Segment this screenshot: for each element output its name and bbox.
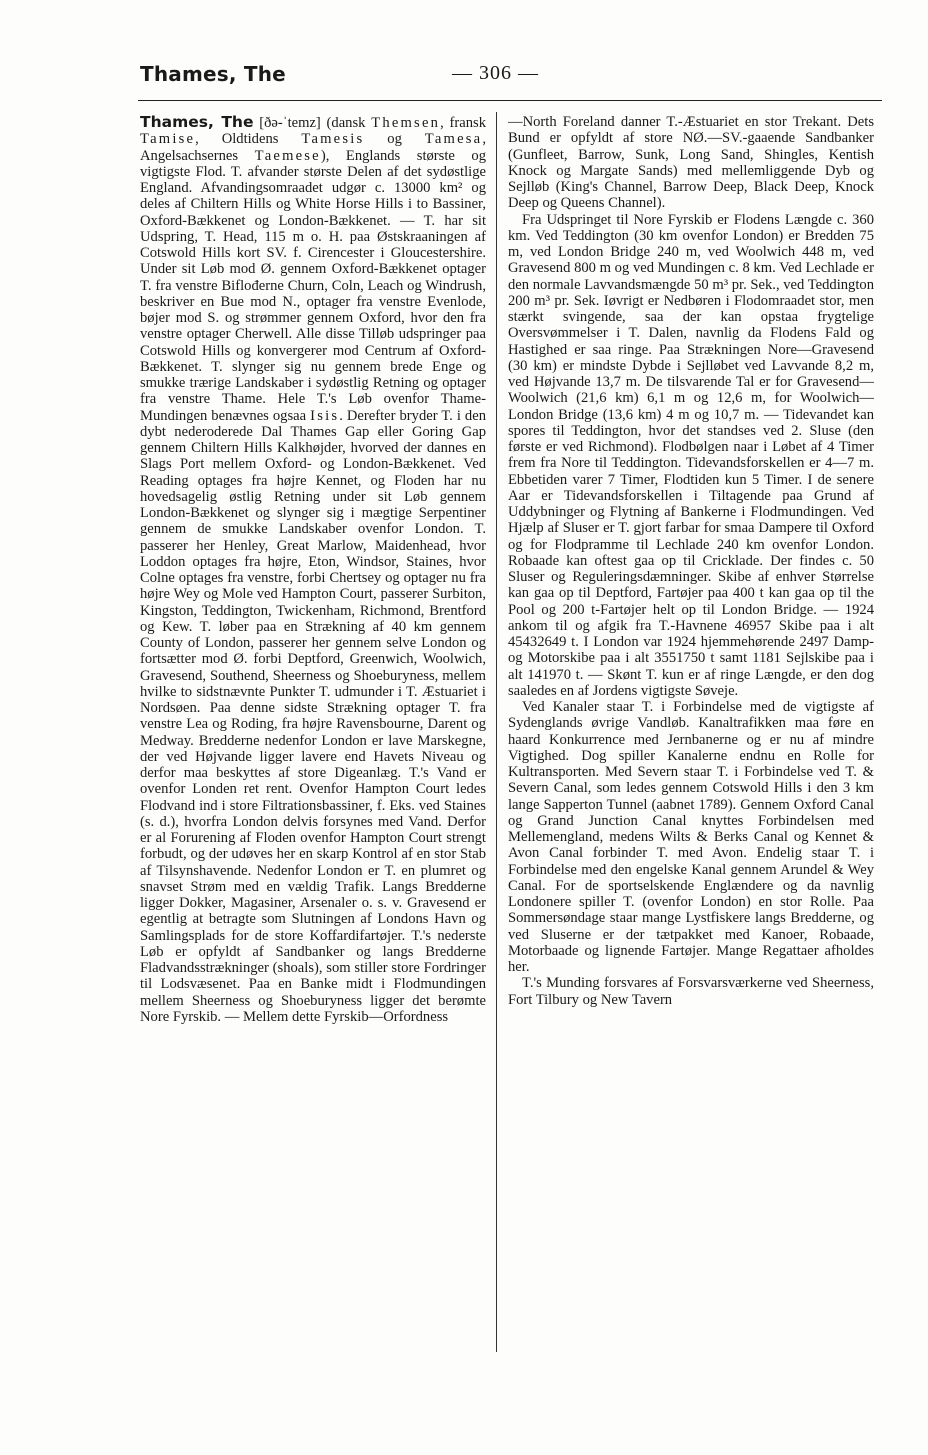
- name-variant: Tamesis: [301, 131, 365, 148]
- name-variant: Isis: [310, 407, 340, 424]
- name-variant: Taemese: [254, 147, 321, 164]
- name-variant: Tamesa: [424, 131, 483, 148]
- text-run: , fransk: [440, 115, 486, 131]
- entry-lemma: Thames, The: [140, 114, 254, 131]
- text-run: . Derefter bryder T. i den dybt nederoderede Dal Thames Gap eller Goring Gap gennem Chiltern Hills Kalkhøjder, hvorved der dannes en Slags Port mellem Oxford- og London-Bækkenet. Ved Reading optages fra højre Kennet, og Floden har nu hovedsagelig østlig Retning under sit Løb gennem London-Bækkenet og slynger sig i mægtige Serpentiner gennem de smukke Landskaber ovenfor London. T. passerer her Henley, Great Marlow, Maidenhead, hvor Loddon optages fra højre, Eton, Windsor, Staines, hvor Colne optages fra venstre, forbi Chertsey og optager nu fra højre Wey og Mole ved Hampton Court, passerer Surbiton, Kingston, Teddington, Twickenham, Richmond, Brentford og Kew. T. løber paa en Strækning af 40 km gennem County of London, passerer her gennem selve London og fortsætter mod Ø. forbi Deptford, Greenwich, Woolwich, Gravesend, Southend, Sheerness og Shoeburyness, mellem hvilke to sidstnævnte Punkter T. udmunder i T. Æstuariet i Nordsøen. Paa denne sidste Strækning optager T. fra venstre Lea og Roding, fra højre Ravensbourne, Darent og Medway. Bredderne nedenfor London er lave Marskegne, der ved Højvande ligger lavere end Havets Niveau og derfor maa beskyttes af store Digeanlæg. T.'s Vand er ovenfor Londen ret rent. Ovenfor Hampton Court ledes Flodvand ind i store Filtrationsbassiner, f. Eks. ved Staines (s. d.), hvorfra London delvis forsynes med Vand. Derfor er al Forurening af Floden ovenfor Hampton Court strengt forbudt, og der udøves her en skarp Kontrol af en stor Stab af Tilsynshavende. Nedenfor London er T. en plumret og snavset Strøm med en vældig Trafik. Langs Bredderne ligger Dokker, Magasiner, Arsenaler o. s. v. Gravesend er egentlig at betragte som Slutningen af Londons Havn og Samlingsplads for de store Koffardifartøjer. T.'s nederste Løb er opfyldt af Sandbanker og langs Bredderne Fladvandsstrækninger (shoals), som stiller store Fordringer til Lodsvæsenet. Paa en Banke midt i Flodmundingen mellem Sheerness og Shoeburyness ligger det berømte Nore Fyrskib. — Mellem dette Fyrskib—Orfordness: [140, 407, 486, 1025]
- text-run: og: [387, 131, 402, 148]
- entry-paragraph-4: T.'s Munding forsvares af Forsvarsværkerne ved Sheerness, Fort Tilbury og New Tavern: [508, 975, 874, 1008]
- page-number: — 306 —: [452, 62, 539, 84]
- text-run: , Oldtidens: [195, 131, 279, 148]
- left-column: [140, 114, 486, 1354]
- column-divider: [496, 112, 497, 1352]
- page-header: [140, 58, 880, 94]
- name-variant: Themsen: [371, 115, 441, 131]
- entry-paragraph-continued: —North Foreland danner T.-Æstuariet en stor Trekant. Dets Bund er opfyldt af store NØ.—SV.-gaaende Sandbanker (Gunfleet, Barrow, Sunk, Long Sand, Shingles, Kentish Knock og Margate Sands) med mellemliggende Dyb og Sejlløb (King's Channel, Barrow Deep, Black Deep, Knock Deep og Queens Channel).: [508, 114, 874, 212]
- text-run: (dansk: [326, 115, 366, 131]
- entry-paragraph-1: [140, 114, 486, 1025]
- text-run: ), Englands største og vigtigste Flod. T. afvander største Delen af det sydøstlige England. Afvandingsomraadet udgør c. 13000 km² og deles af Chiltern Hills og White Horse Hills i to Bassiner, Oxford-Bækkenet og London-Bækkenet. — T. har sit Udspring, T. Head, 115 m o. H. paa Østskraaningen af Cotswold Hills kort SV. f. Cirencester i Gloucestershire. Under sit Løb mod Ø. gennem Oxford-Bækkenet optager T. fra venstre Biflođerne Churn, Coln, Leach og Windrush, beskriver en Bue mod N., optager fra venstre Evenlode, bøjer mod S. og strømmer gennem Oxford, hvor den fra venstre optager Cherwell. Alle disse Tilløb udspringer paa Cotswold Hills og konvergerer mod Centrum af Oxford-Bækkenet. T. slynger sig nu gennem brede Enge og smukke trærige Landskaber i sydøstlig Retning og optager fra venstre Thame. Hele T.'s Løb ovenfor Thame-Mundingen benævnes ogsaa: [140, 147, 486, 424]
- pronunciation: [ðə-ˈtemz]: [259, 115, 321, 131]
- text-run: , Angelsachsernes: [140, 131, 486, 164]
- entry-paragraph-3: Ved Kanaler staar T. i Forbindelse med de vigtigste af Sydenglands øvrige Vandløb. Kanaltrafikken maa føre en haard Konkurrence med Jernbanerne og er nu af mindre Vigtighed. Dog spiller Kanalerne endnu en Rolle for Kultransporten. Med Severn staar T. i Forbindelse ved T. & Severn Canal, som ledes gennem Cotswold Hills i den 3 km lange Sapperton Tunnel (aabnet 1789). Gennem Oxford Canal og Grand Junction Canal knyttes Forbindelsen med Mellemengland, medens Wilts & Berks Canal og Kennet & Avon Canal forbinder T. med Avon. Endelig staar T. i Forbindelse med den engelske Kanal gennem Arundel & Wey Canal. For de sportselskende Englændere og da navnlig Londonere spiller T. (ovenfor London) en stor Rolle. Paa Sommersøndage staar mange Lystfiskere langs Bredderne, og ved Sluserne er der tætpakket med Kanoer, Robaade, Motorbaade og lignende Fartøjer. Mange Regattaer afholdes her.: [508, 699, 874, 975]
- running-head-title: Thames, The: [140, 62, 286, 86]
- header-rule: [138, 100, 882, 101]
- right-column: [508, 114, 874, 1354]
- name-variant: Tamise: [140, 131, 196, 148]
- entry-paragraph-2: Fra Udspringet til Nore Fyrskib er Flodens Længde c. 360 km. Ved Teddington (30 km ovenfor London) er Bredden 75 m, ved London Bridge 240 m, ved Woolwich 448 m, ved Gravesend 800 m og ved Mundingen c. 8 km. Ved Lechlade er den normale Lavvandsmængde 50 m³ pr. Sek., ved Teddington 200 m³ pr. Sek. Iøvrigt er Nedbøren i Flodomraadet stor, men stærkt svingende, saa der kan opstaa frygtelige Oversvømmelser i T. Dalen, navnlig da Flodens Fald og Hastighed er saa ringe. Paa Strækningen Nore—Gravesend (30 km) er mindste Dybde i Sejlløbet ved Lavvande 8,2 m, ved Højvande 13,7 m. De tilsvarende Tal er for Gravesend—Woolwich (21,6 km) 6,1 m og 12,6 m, for Woolwich—London Bridge (13,6 km) 4 m og 10,7 m. — Tidevandet kan spores til Teddington, hvor det standses ved 2. Sluse (den første er ved Richmond). Flodbølgen naar i Løbet af 4 Timer frem fra Nore til Teddington. Tidevandsforskellen er 4—7 m. Ebbetiden varer 7 Timer, Flodtiden kun 5 Timer. I de senere Aar er Tidevandsforskellen i Tiltagende paa Grund af Uddybninger og Flytning af Bankerne i Flodmundingen. Ved Hjælp af Sluser er T. gjort farbar for smaa Dampere til Oxford og for Flodpramme til Lechlade 240 km ovenfor London. Robaade kan oftest gaa op til Cricklade. Der findes c. 50 Sluser og Reguleringsdæmninger. Skibe af enhver Størrelse kan gaa op til Deptford, Fartøjer paa 400 t kan gaa op til the Pool og 200 t-Fartøjer helt op til London Bridge. — 1924 ankom til og afgik fra T.-Havnene 46957 Skibe paa i alt 45432649 t. I London var 1924 hjemmehørende 2497 Damp- og Motorskibe paa i alt 3551750 t samt 1181 Sejlskibe paa i alt 141970 t. — Skønt T. kun er af ringe Længde, er den dog saaledes en af Jordens vigtigste Søveje.: [508, 211, 874, 699]
